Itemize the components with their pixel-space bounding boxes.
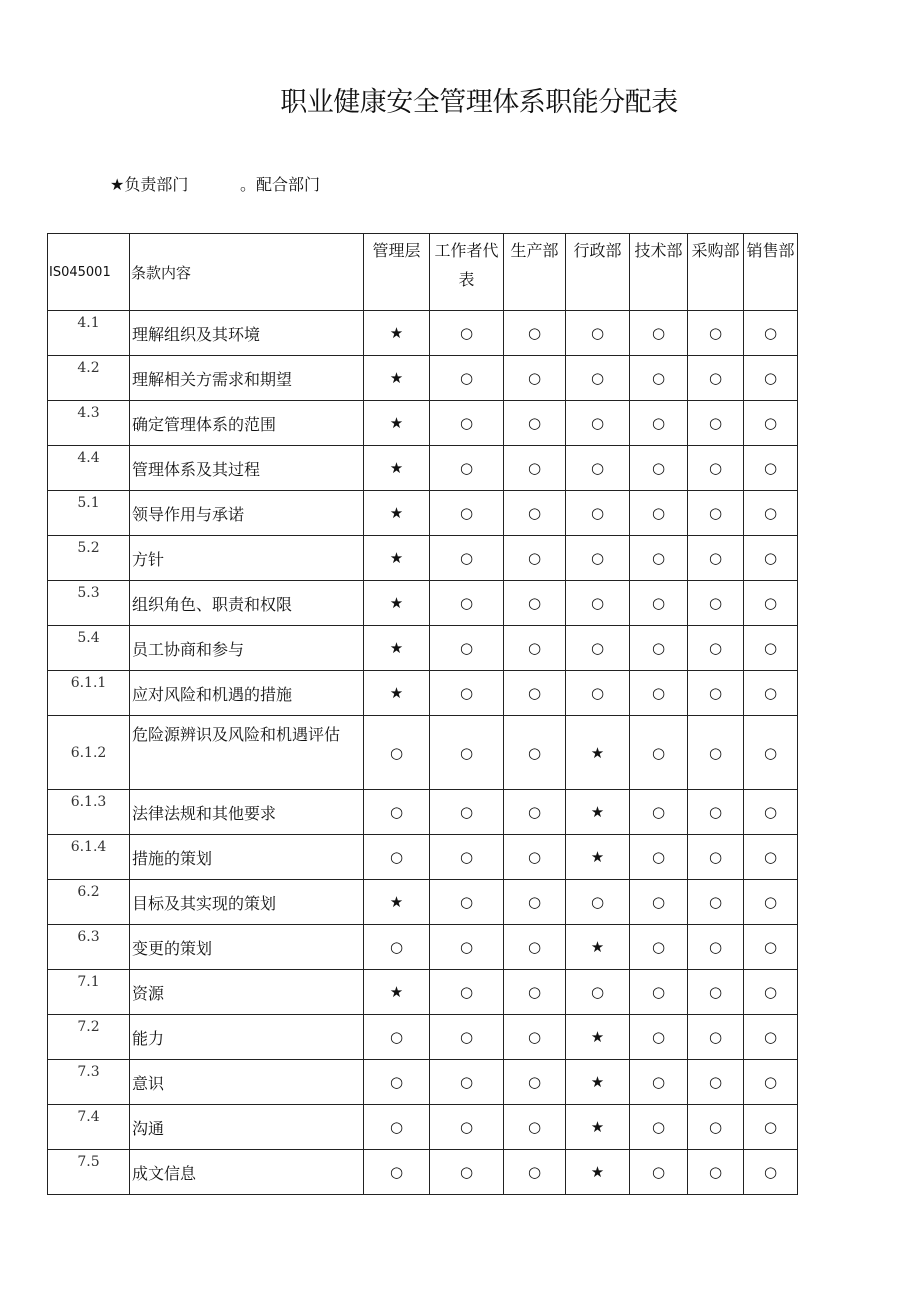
cooperating-circle-icon: ○ (504, 401, 566, 446)
responsible-star-icon: ★ (566, 835, 630, 880)
cooperating-circle-icon: ○ (504, 491, 566, 536)
clause-number: 6.1.4 (48, 835, 130, 880)
cooperating-circle-icon: ○ (364, 835, 430, 880)
responsible-star-icon: ★ (364, 356, 430, 401)
cooperating-circle-icon: ○ (630, 311, 688, 356)
cooperating-circle-icon: ○ (364, 1015, 430, 1060)
cooperating-circle-icon: ○ (630, 491, 688, 536)
cooperating-circle-icon: ○ (504, 1105, 566, 1150)
cooperating-circle-icon: ○ (504, 1015, 566, 1060)
cooperating-circle-icon: ○ (364, 716, 430, 790)
cooperating-circle-icon: ○ (430, 356, 504, 401)
cooperating-circle-icon: ○ (504, 581, 566, 626)
cooperating-circle-icon: ○ (504, 925, 566, 970)
cooperating-circle-icon: ○ (504, 311, 566, 356)
cooperating-circle-icon: ○ (744, 671, 798, 716)
cooperating-circle-icon: ○ (688, 626, 744, 671)
header-iso: IS045001 (48, 234, 130, 311)
cooperating-circle-icon: ○ (630, 1150, 688, 1195)
cooperating-circle-icon: ○ (688, 1105, 744, 1150)
header-clause: 条款内容 (130, 234, 364, 311)
function-allocation-table (47, 233, 798, 1195)
responsible-star-icon: ★ (566, 1015, 630, 1060)
cooperating-circle-icon: ○ (688, 581, 744, 626)
cooperating-circle-icon: ○ (688, 716, 744, 790)
cooperating-circle-icon: ○ (364, 1150, 430, 1195)
table-row (48, 491, 798, 536)
clause-content: 理解组织及其环境 (130, 311, 364, 356)
cooperating-circle-icon: ○ (744, 581, 798, 626)
cooperating-circle-icon: ○ (364, 1105, 430, 1150)
responsible-star-icon: ★ (364, 536, 430, 581)
cooperating-circle-icon: ○ (630, 446, 688, 491)
cooperating-circle-icon: ○ (430, 925, 504, 970)
legend-cooperating: 。配合部门 (240, 175, 321, 194)
cooperating-circle-icon: ○ (430, 491, 504, 536)
table-row (48, 970, 798, 1015)
cooperating-circle-icon: ○ (430, 671, 504, 716)
cooperating-circle-icon: ○ (744, 446, 798, 491)
cooperating-circle-icon: ○ (630, 880, 688, 925)
cooperating-circle-icon: ○ (688, 1015, 744, 1060)
cooperating-circle-icon: ○ (630, 970, 688, 1015)
clause-content: 沟通 (130, 1105, 364, 1150)
clause-content: 目标及其实现的策划 (130, 880, 364, 925)
header-production: 生产部 (504, 234, 566, 311)
responsible-star-icon: ★ (566, 1105, 630, 1150)
header-sales: 销售部 (744, 234, 798, 311)
responsible-star-icon: ★ (364, 446, 430, 491)
cooperating-circle-icon: ○ (688, 446, 744, 491)
cooperating-circle-icon: ○ (430, 1150, 504, 1195)
clause-number: 5.3 (48, 581, 130, 626)
table-row (48, 1060, 798, 1105)
cooperating-circle-icon: ○ (630, 356, 688, 401)
table-row (48, 835, 798, 880)
cooperating-circle-icon: ○ (688, 880, 744, 925)
responsible-star-icon: ★ (566, 925, 630, 970)
cooperating-circle-icon: ○ (630, 835, 688, 880)
clause-number: 7.2 (48, 1015, 130, 1060)
clause-number: 4.2 (48, 356, 130, 401)
cooperating-circle-icon: ○ (688, 970, 744, 1015)
cooperating-circle-icon: ○ (566, 446, 630, 491)
cooperating-circle-icon: ○ (430, 581, 504, 626)
cooperating-circle-icon: ○ (364, 790, 430, 835)
responsible-star-icon: ★ (566, 1150, 630, 1195)
cooperating-circle-icon: ○ (744, 970, 798, 1015)
responsible-star-icon: ★ (364, 581, 430, 626)
clause-number: 7.4 (48, 1105, 130, 1150)
cooperating-circle-icon: ○ (744, 311, 798, 356)
cooperating-circle-icon: ○ (566, 311, 630, 356)
table-header-row (48, 234, 798, 311)
legend (110, 172, 321, 195)
table-row (48, 925, 798, 970)
cooperating-circle-icon: ○ (630, 671, 688, 716)
responsible-star-icon: ★ (364, 401, 430, 446)
cooperating-circle-icon: ○ (430, 970, 504, 1015)
cooperating-circle-icon: ○ (430, 626, 504, 671)
header-technical: 技术部 (630, 234, 688, 311)
responsible-star-icon: ★ (364, 311, 430, 356)
cooperating-circle-icon: ○ (688, 1060, 744, 1105)
clause-content: 危险源辨识及风险和机遇评估 (130, 716, 364, 790)
page-title: 职业健康安全管理体系职能分配表 (280, 87, 678, 118)
cooperating-circle-icon: ○ (504, 1060, 566, 1105)
cooperating-circle-icon: ○ (430, 446, 504, 491)
cooperating-circle-icon: ○ (744, 835, 798, 880)
table-row (48, 1105, 798, 1150)
cooperating-circle-icon: ○ (744, 1060, 798, 1105)
cooperating-circle-icon: ○ (630, 1105, 688, 1150)
cooperating-circle-icon: ○ (688, 671, 744, 716)
cooperating-circle-icon: ○ (504, 835, 566, 880)
clause-content: 管理体系及其过程 (130, 446, 364, 491)
clause-content: 措施的策划 (130, 835, 364, 880)
clause-content: 方针 (130, 536, 364, 581)
table-row (48, 716, 798, 790)
table-row (48, 671, 798, 716)
clause-content: 法律法规和其他要求 (130, 790, 364, 835)
cooperating-circle-icon: ○ (504, 790, 566, 835)
responsible-star-icon: ★ (566, 790, 630, 835)
clause-number: 7.1 (48, 970, 130, 1015)
cooperating-circle-icon: ○ (688, 835, 744, 880)
cooperating-circle-icon: ○ (688, 356, 744, 401)
clause-content: 员工协商和参与 (130, 626, 364, 671)
clause-content: 确定管理体系的范围 (130, 401, 364, 446)
legend-responsible: ★负责部门 (110, 175, 189, 194)
cooperating-circle-icon: ○ (504, 671, 566, 716)
cooperating-circle-icon: ○ (430, 1060, 504, 1105)
cooperating-circle-icon: ○ (630, 401, 688, 446)
responsible-star-icon: ★ (364, 626, 430, 671)
table-row (48, 790, 798, 835)
table-row (48, 356, 798, 401)
cooperating-circle-icon: ○ (744, 626, 798, 671)
cooperating-circle-icon: ○ (504, 1150, 566, 1195)
cooperating-circle-icon: ○ (566, 880, 630, 925)
clause-content: 应对风险和机遇的措施 (130, 671, 364, 716)
cooperating-circle-icon: ○ (566, 671, 630, 716)
cooperating-circle-icon: ○ (630, 1015, 688, 1060)
table-row (48, 401, 798, 446)
cooperating-circle-icon: ○ (630, 581, 688, 626)
clause-number: 4.1 (48, 311, 130, 356)
cooperating-circle-icon: ○ (744, 925, 798, 970)
cooperating-circle-icon: ○ (744, 1105, 798, 1150)
cooperating-circle-icon: ○ (504, 536, 566, 581)
clause-number: 5.4 (48, 626, 130, 671)
cooperating-circle-icon: ○ (364, 925, 430, 970)
clause-number: 5.2 (48, 536, 130, 581)
responsible-star-icon: ★ (364, 880, 430, 925)
cooperating-circle-icon: ○ (744, 880, 798, 925)
cooperating-circle-icon: ○ (504, 880, 566, 925)
clause-content: 组织角色、职责和权限 (130, 581, 364, 626)
responsible-star-icon: ★ (566, 1060, 630, 1105)
cooperating-circle-icon: ○ (688, 1150, 744, 1195)
cooperating-circle-icon: ○ (504, 626, 566, 671)
table-row (48, 311, 798, 356)
header-purchasing: 采购部 (688, 234, 744, 311)
cooperating-circle-icon: ○ (430, 536, 504, 581)
clause-content: 资源 (130, 970, 364, 1015)
cooperating-circle-icon: ○ (430, 1105, 504, 1150)
clause-content: 成文信息 (130, 1150, 364, 1195)
cooperating-circle-icon: ○ (504, 716, 566, 790)
table-row (48, 581, 798, 626)
header-admin: 行政部 (566, 234, 630, 311)
cooperating-circle-icon: ○ (504, 970, 566, 1015)
cooperating-circle-icon: ○ (566, 626, 630, 671)
clause-number: 6.2 (48, 880, 130, 925)
clause-number: 6.1.1 (48, 671, 130, 716)
responsible-star-icon: ★ (364, 491, 430, 536)
cooperating-circle-icon: ○ (688, 925, 744, 970)
cooperating-circle-icon: ○ (566, 356, 630, 401)
cooperating-circle-icon: ○ (688, 790, 744, 835)
table-row (48, 1150, 798, 1195)
cooperating-circle-icon: ○ (744, 491, 798, 536)
clause-content: 理解相关方需求和期望 (130, 356, 364, 401)
clause-number: 4.3 (48, 401, 130, 446)
cooperating-circle-icon: ○ (504, 446, 566, 491)
cooperating-circle-icon: ○ (430, 880, 504, 925)
cooperating-circle-icon: ○ (744, 1015, 798, 1060)
clause-content: 能力 (130, 1015, 364, 1060)
cooperating-circle-icon: ○ (688, 401, 744, 446)
clause-number: 6.1.2 (48, 716, 130, 790)
cooperating-circle-icon: ○ (630, 925, 688, 970)
table-row (48, 626, 798, 671)
table-row (48, 446, 798, 491)
cooperating-circle-icon: ○ (630, 1060, 688, 1105)
table-row (48, 880, 798, 925)
responsible-star-icon: ★ (364, 970, 430, 1015)
cooperating-circle-icon: ○ (630, 626, 688, 671)
cooperating-circle-icon: ○ (744, 716, 798, 790)
cooperating-circle-icon: ○ (688, 311, 744, 356)
cooperating-circle-icon: ○ (364, 1060, 430, 1105)
cooperating-circle-icon: ○ (744, 401, 798, 446)
cooperating-circle-icon: ○ (566, 536, 630, 581)
cooperating-circle-icon: ○ (430, 790, 504, 835)
cooperating-circle-icon: ○ (688, 491, 744, 536)
header-worker-rep: 工作者代表 (430, 234, 504, 311)
cooperating-circle-icon: ○ (430, 1015, 504, 1060)
cooperating-circle-icon: ○ (744, 1150, 798, 1195)
cooperating-circle-icon: ○ (688, 536, 744, 581)
clause-number: 6.1.3 (48, 790, 130, 835)
cooperating-circle-icon: ○ (744, 790, 798, 835)
table-row (48, 1015, 798, 1060)
cooperating-circle-icon: ○ (744, 536, 798, 581)
clause-number: 5.1 (48, 491, 130, 536)
clause-number: 6.3 (48, 925, 130, 970)
responsible-star-icon: ★ (364, 671, 430, 716)
clause-number: 7.5 (48, 1150, 130, 1195)
cooperating-circle-icon: ○ (504, 356, 566, 401)
clause-content: 领导作用与承诺 (130, 491, 364, 536)
cooperating-circle-icon: ○ (430, 401, 504, 446)
cooperating-circle-icon: ○ (566, 401, 630, 446)
cooperating-circle-icon: ○ (430, 835, 504, 880)
cooperating-circle-icon: ○ (430, 716, 504, 790)
clause-number: 4.4 (48, 446, 130, 491)
cooperating-circle-icon: ○ (566, 970, 630, 1015)
cooperating-circle-icon: ○ (566, 491, 630, 536)
cooperating-circle-icon: ○ (630, 790, 688, 835)
responsible-star-icon: ★ (566, 716, 630, 790)
cooperating-circle-icon: ○ (430, 311, 504, 356)
clause-content: 意识 (130, 1060, 364, 1105)
cooperating-circle-icon: ○ (630, 716, 688, 790)
cooperating-circle-icon: ○ (744, 356, 798, 401)
clause-content: 变更的策划 (130, 925, 364, 970)
header-management: 管理层 (364, 234, 430, 311)
clause-number: 7.3 (48, 1060, 130, 1105)
cooperating-circle-icon: ○ (566, 581, 630, 626)
table-row (48, 536, 798, 581)
cooperating-circle-icon: ○ (630, 536, 688, 581)
